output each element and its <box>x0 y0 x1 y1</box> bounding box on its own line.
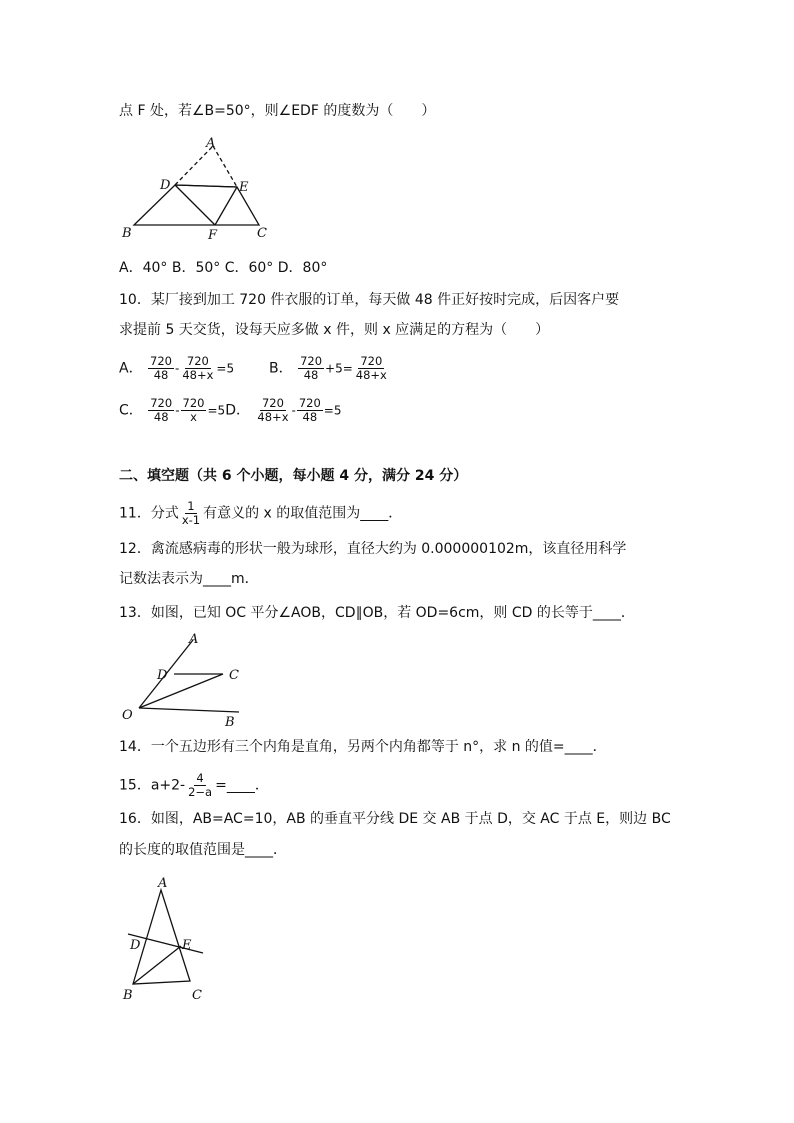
q10-stem-line2: 求提前 5 天交货，设每天应多做 x 件，则 x 应满足的方程为（ ） <box>119 322 550 338</box>
q10-a-d2: 48+x <box>182 368 214 382</box>
q16-label-e: E <box>182 938 192 953</box>
q13-figure <box>119 630 259 730</box>
q10-c-n2: 720 <box>182 396 205 410</box>
q12-line2: 记数法表示为____m． <box>119 571 259 587</box>
q10-stem-line1: 10．某厂接到加工 720 件衣服的订单，每天做 48 件正好按时完成，后因客户要 <box>119 292 620 308</box>
q9-options: A．40° B．50° C．60° D．80° <box>119 260 328 276</box>
q9-stem-tail: 点 F 处，若∠B=50°，则∠EDF 的度数为（ ） <box>119 103 436 119</box>
q13-label-b: B <box>225 715 235 730</box>
q10-a-n2: 720 <box>186 354 209 368</box>
q9-segment-de <box>175 185 237 187</box>
section2-title: 二、填空题（共 6 个小题，每小题 4 分，满分 24 分） <box>119 468 468 484</box>
q9-dashed-ae <box>213 146 237 187</box>
q10-options-ab <box>119 355 390 382</box>
q10-c-n1: 720 <box>150 396 173 410</box>
q10-d-rhs: =5 <box>323 403 342 418</box>
q13-segment-oc <box>139 674 223 708</box>
q10-b-n1: 720 <box>300 354 323 368</box>
q10-a-frac1 <box>148 355 174 382</box>
q10-option-d-label: D． <box>225 402 250 419</box>
q16-label-b: B <box>123 988 133 1003</box>
q10-option-a-label: A． <box>119 360 143 377</box>
q15-line <box>119 772 269 799</box>
q10-a-n1: 720 <box>150 354 172 368</box>
q10-d-d2: 48 <box>302 410 318 424</box>
q9-label-a: A <box>206 136 216 151</box>
q10-b-d1: 48 <box>303 368 319 382</box>
q10-option-c-label: C． <box>119 402 143 419</box>
q11-num: 1 <box>187 499 195 513</box>
q16-line1: 16．如图，AB=AC=10，AB 的垂直平分线 DE 交 AB 于点 D，交 AC 于点 E，则边 BC <box>119 811 671 827</box>
q10-option-b-label: B． <box>269 360 293 377</box>
q10-c-d2: x <box>190 410 197 424</box>
q11-line <box>119 500 402 527</box>
q13-ray-ob <box>139 708 239 712</box>
q16-label-d: D <box>130 938 141 953</box>
q13-label-d: D <box>157 668 168 683</box>
q11-pre: 11．分式 <box>119 505 179 522</box>
q15-num: 4 <box>196 771 204 785</box>
q9-label-b: B <box>122 226 132 241</box>
q9-figure <box>118 134 278 244</box>
q16-label-a: A <box>158 876 168 891</box>
q10-c-d1: 48 <box>153 410 169 424</box>
q13-label-o: O <box>122 708 133 723</box>
q16-label-c: C <box>192 988 202 1003</box>
q10-d-frac2 <box>297 397 323 424</box>
q9-label-f: F <box>208 228 218 243</box>
q13-stem: 13．如图，已知 OC 平分∠AOB，CD∥OB，若 OD=6cm，则 CD 的长等于____． <box>119 605 635 621</box>
q10-b-n2: 720 <box>360 354 383 368</box>
q13-label-c: C <box>229 668 239 683</box>
q11-den: x-1 <box>181 513 201 527</box>
q10-a-op: - <box>174 361 180 376</box>
q9-label-d: D <box>160 178 171 193</box>
q10-b-mid: +5= <box>325 361 353 376</box>
q10-c-op: - <box>175 403 180 418</box>
q10-a-d1: 48 <box>153 368 169 382</box>
q10-b-d2: 48+x <box>355 368 387 382</box>
q13-label-a: A <box>189 632 199 647</box>
q10-d-n2: 720 <box>298 396 321 410</box>
q10-c-frac1 <box>148 397 174 424</box>
q10-c-frac2 <box>181 397 207 424</box>
q16-line2: 的长度的取值范围是____． <box>119 842 287 858</box>
q15-frac <box>186 772 214 799</box>
q10-c-rhs: =5 <box>207 403 226 418</box>
q11-frac <box>180 500 202 527</box>
q16-figure <box>119 872 219 1007</box>
q10-d-frac1 <box>255 397 290 424</box>
q10-b-frac2 <box>354 355 389 382</box>
q12-line1: 12．禽流感病毒的形状一般为球形，直径大约为 0.000000102m，该直径用科学 <box>119 541 627 557</box>
q14-stem: 14．一个五边形有三个内角是直角，另两个内角都等于 n°，求 n 的值=____． <box>119 739 607 755</box>
q10-a-rhs: =5 <box>216 361 235 376</box>
q11-post: 有意义的 x 的取值范围为____． <box>203 505 403 522</box>
q9-segment-ef <box>215 187 237 225</box>
q15-pre: 15．a+2- <box>119 777 186 794</box>
q10-b-frac1 <box>298 355 324 382</box>
q9-label-e: E <box>239 180 249 195</box>
q15-post: =____． <box>215 777 269 794</box>
q10-d-op: - <box>291 403 296 418</box>
q9-label-c: C <box>257 226 267 241</box>
q10-d-d1: 48+x <box>257 410 289 424</box>
q15-den: 2−a <box>188 785 213 799</box>
q9-segment-df <box>175 185 215 225</box>
q10-options-cd <box>119 397 342 424</box>
q9-dashed-da <box>175 146 213 185</box>
q10-d-n1: 720 <box>261 396 284 410</box>
q10-a-frac2 <box>180 355 215 382</box>
